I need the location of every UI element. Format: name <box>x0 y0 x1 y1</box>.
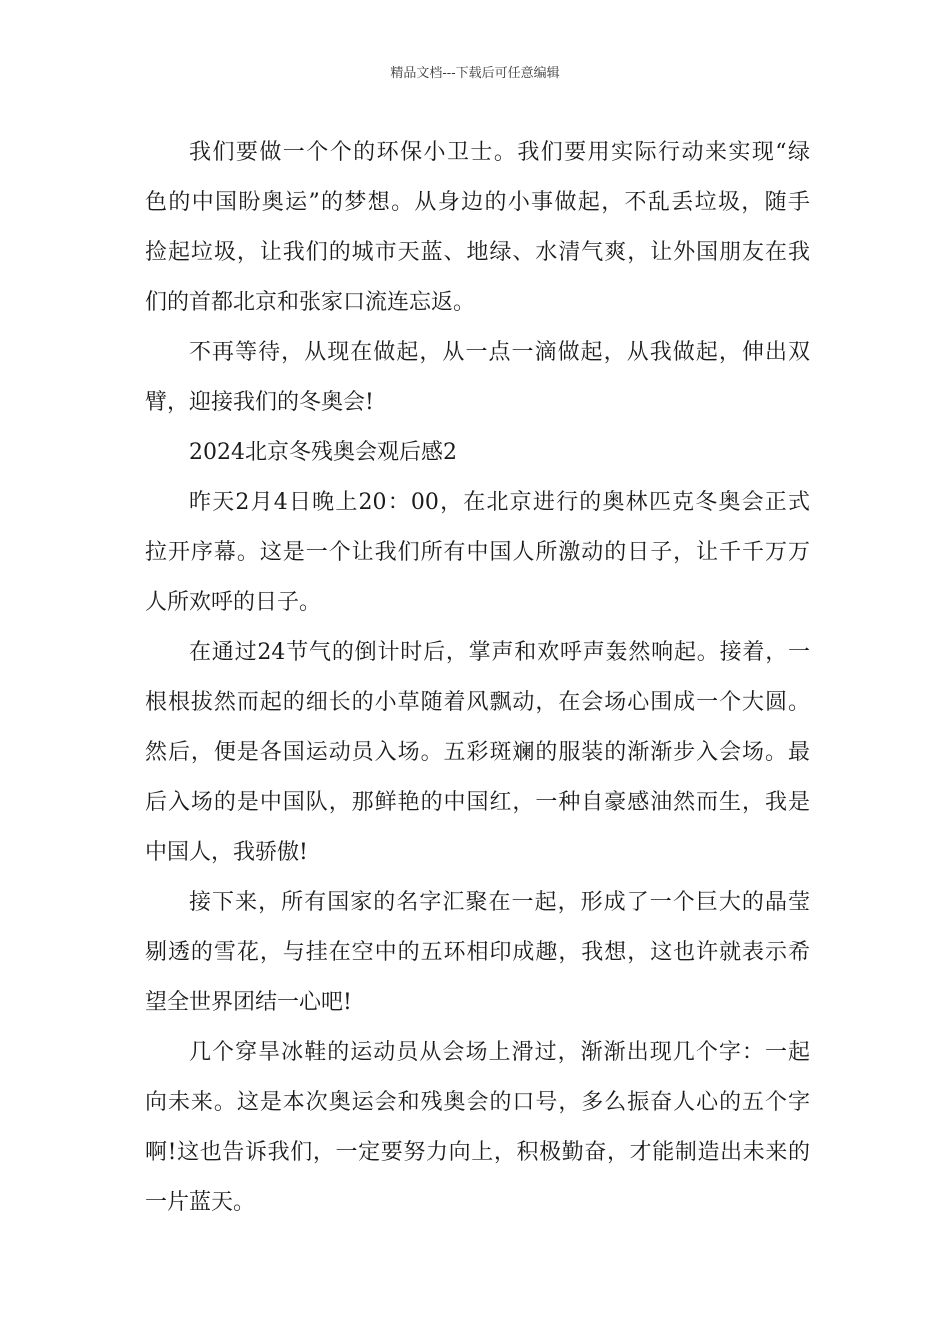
text-line: 接下来，所有国家的名字汇聚在一起，形成了一个巨大的晶莹 <box>189 890 810 915</box>
section-title <box>145 428 810 478</box>
text-line: 拉开序幕。这是一个让我们所有中国人所激动的日子，让千千万万 <box>145 540 810 565</box>
text-line: 人所欢呼的日子。 <box>145 590 322 615</box>
text-line: 向未来。这是本次奥运会和残奥会的口号，多么振奋人心的五个字 <box>145 1090 810 1115</box>
paragraph <box>145 478 810 628</box>
paragraph <box>145 328 810 428</box>
text-line: 不再等待，从现在做起，从一点一滴做起，从我做起，伸出双 <box>189 340 810 365</box>
text-line: 然后，便是各国运动员入场。五彩斑斓的服装的渐渐步入会场。最 <box>145 740 810 765</box>
paragraph <box>145 128 810 328</box>
text-line: 剔透的雪花，与挂在空中的五环相印成趣，我想，这也许就表示希 <box>145 940 810 965</box>
section-title-text: 2024北京冬残奥会观后感2 <box>189 440 457 465</box>
text-line: 后入场的是中国队，那鲜艳的中国红，一种自豪感油然而生，我是 <box>145 790 810 815</box>
text-line: 中国人，我骄傲! <box>145 840 308 865</box>
text-line: 色的中国盼奥运”的梦想。从身边的小事做起，不乱丢垃圾，随手 <box>145 190 810 215</box>
text-line: 臂，迎接我们的冬奥会! <box>145 390 374 415</box>
text-line: 捡起垃圾，让我们的城市天蓝、地绿、水清气爽，让外国朋友在我 <box>145 240 810 265</box>
text-line: 一片蓝天。 <box>145 1190 256 1215</box>
document-body <box>145 128 810 1228</box>
text-line: 根根拔然而起的细长的小草随着风飘动，在会场心围成一个大圆。 <box>145 690 810 715</box>
text-line: 望全世界团结一心吧! <box>145 990 352 1015</box>
paragraph <box>145 1028 810 1228</box>
page-header: 精品文档---下载后可任意编辑 <box>390 66 560 81</box>
text-line: 昨天2月4日晚上20：00，在北京进行的奥林匹克冬奥会正式 <box>189 490 810 515</box>
text-line: 们的首都北京和张家口流连忘返。 <box>145 290 476 315</box>
text-line: 我们要做一个个的环保小卫士。我们要用实际行动来实现“绿 <box>189 140 810 165</box>
text-line: 啊!这也告诉我们，一定要努力向上，积极勤奋，才能制造出未来的 <box>145 1140 810 1165</box>
text-line: 在通过24节气的倒计时后，掌声和欢呼声轰然响起。接着，一 <box>189 640 810 665</box>
paragraph <box>145 878 810 1028</box>
paragraph <box>145 628 810 878</box>
text-line: 几个穿旱冰鞋的运动员从会场上滑过，渐渐出现几个字：一起 <box>189 1040 810 1065</box>
